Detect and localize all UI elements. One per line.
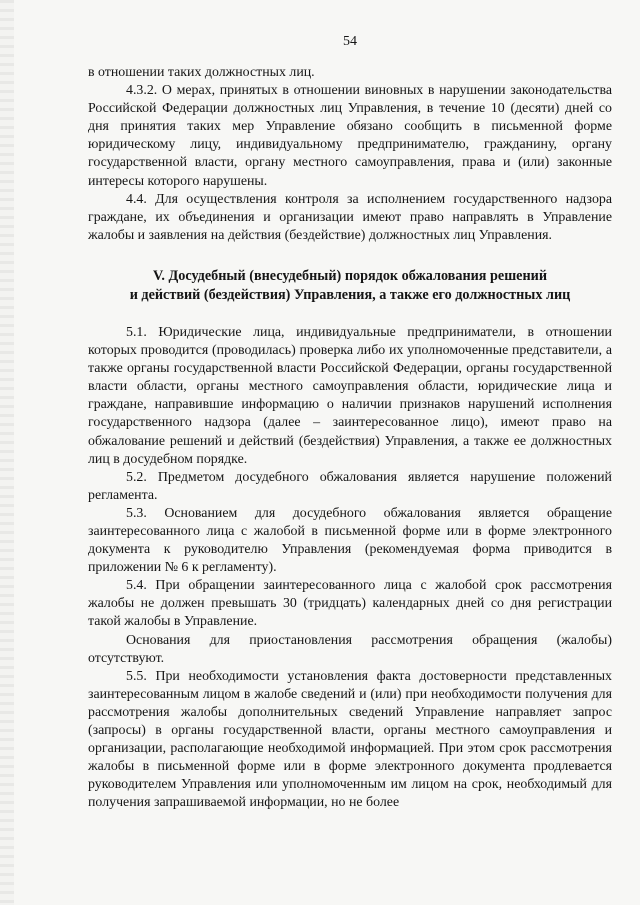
paragraph: 5.4. При обращении заинтересованного лица с жалобой срок рассмотрения жалобы не должен превышать 30 (тридцать) календарных дней со дня регистрации такой жалобы в Управление. bbox=[88, 578, 612, 630]
paragraph: 5.5. При необходимости установления факта достоверности представленных заинтересованным лицом в жалобе сведений и (или) при необходимости получения для рассмотрения жалобы дополнительных сведений Управление направляет запрос (запросы) в органы государственной власти, органы местного самоуправления и организации, располагающие необходимой информацией. При этом срок рассмотрения жалобы в письменной форме или в форме электронного документа продлевается руководителем Управления или уполномоченным им лицом на срок, необходимый для получения запрашиваемой информации, но не более bbox=[88, 668, 612, 811]
paragraph: 4.3.2. О мерах, принятых в отношении виновных в нарушении законодательства Российской Федерации должностных лиц Управления, в течение 10 (десяти) дней со дня принятия таких мер Управление обязано сообщить в письменной форме юридическому лицу, индивидуальному предпринимателю, гражданину, органу государственной власти, органу местного самоуправления, права и (или) законные интересы которого нарушены. bbox=[88, 83, 612, 189]
paragraph: 5.3. Основанием для досудебного обжалования является обращение заинтересованного лица с жалобой в письменной форме или в форме электронного документа к руководителю Управления (рекомендуемая форма приводится в приложении № 6 к регламенту). bbox=[88, 505, 612, 576]
page-number: 54 bbox=[343, 34, 357, 49]
paragraphs-after-section bbox=[88, 324, 612, 813]
paragraph: Основания для приостановления рассмотрения обращения (жалобы) отсутствуют. bbox=[88, 632, 612, 666]
paragraphs-before-section bbox=[88, 64, 612, 245]
section-title-line: и действий (бездействия) Управления, а также его должностных лиц bbox=[129, 286, 571, 303]
scan-edge-artifact bbox=[0, 0, 14, 905]
section-title bbox=[88, 267, 612, 305]
paragraph: 4.4. Для осуществления контроля за исполнением государственного надзора граждане, их объединения и организации имеют право направлять в Управление жалобы и заявления на действия (бездействие) должностных лиц Управления. bbox=[88, 191, 612, 243]
paragraph: 5.2. Предметом досудебного обжалования является нарушение положений регламента. bbox=[88, 469, 612, 503]
section-title-line: V. Досудебный (внесудебный) порядок обжалования решений bbox=[153, 267, 547, 284]
paragraph: 5.1. Юридические лица, индивидуальные предприниматели, в отношении которых проводится (проводилась) проверка либо их уполномоченные представители, а также органы государственной власти Российской Федерации, органы государственной власти области, органы местного самоуправления области, юридические лица и граждане, направившие информацию о наличии признаков нарушений исполнения государственного надзора (далее – заинтересованное лицо), имеют право на обжалование решений и действий (бездействия) Управления, а также ее должностных лиц в досудебном порядке. bbox=[88, 324, 612, 467]
paragraph: в отношении таких должностных лиц. bbox=[88, 65, 315, 80]
